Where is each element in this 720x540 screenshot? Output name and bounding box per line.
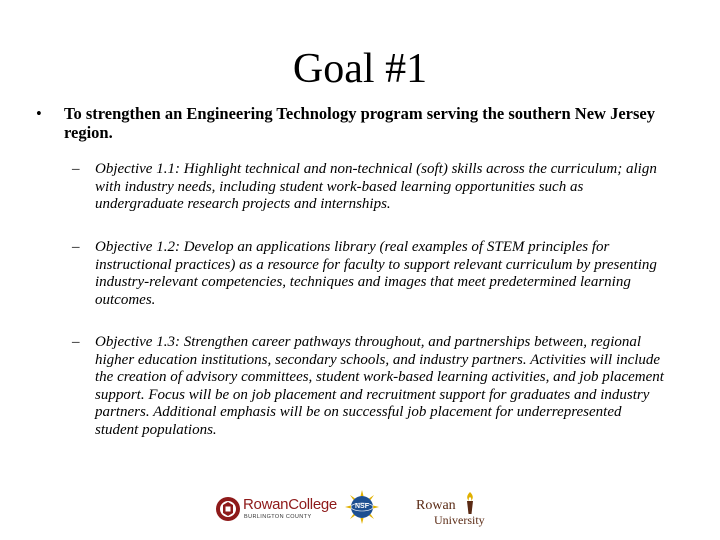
rcbc-name: RowanCollege <box>243 496 337 513</box>
objective-1-3 <box>72 334 667 439</box>
rcbc-emblem-icon <box>215 496 241 522</box>
rcbc-subtitle: BURLINGTON COUNTY <box>244 514 312 520</box>
dash-marker: – <box>72 334 80 350</box>
objective-text: Objective 1.1: Highlight technical and non-technical (soft) skills across the curriculum; align with industry needs, including student work-based learning opportunities such as undergraduate research projects and internships. <box>95 161 657 212</box>
logo-strip <box>0 488 720 534</box>
rowan-college-burlington-county-logo <box>215 496 337 526</box>
objective-1-2 <box>72 239 667 309</box>
objective-text: Objective 1.2: Develop an applications library (real examples of STEM principles for instructional practices) as a resource for faculty to support relevant curriculum by presenting industry-relevant competencies, techniques and images that meet predetermined learning outcomes. <box>95 239 657 308</box>
torch-icon <box>463 491 477 515</box>
dash-marker: – <box>72 161 80 177</box>
slide-title: Goal #1 <box>292 46 428 92</box>
nsf-label: NSF <box>355 503 369 510</box>
objective-1-1 <box>72 161 667 214</box>
nsf-logo <box>345 490 379 524</box>
goal-bullet <box>36 104 656 142</box>
rowan-wordmark: Rowan <box>416 498 456 513</box>
objective-text: Objective 1.3: Strengthen career pathways throughout, and partnerships between, regional higher education institutions, secondary schools, and industry partners. Activities will include the creation of advisory committees, student work-based learning activities, and job placement support. Focus will be on job placement and recruitment support for graduates and industry partners. Additional emphasis will be on successful job placement for underrepresented student populations. <box>95 334 664 438</box>
university-wordmark: University <box>434 513 485 527</box>
bullet-marker: • <box>36 104 42 123</box>
rowan-university-logo <box>414 491 494 531</box>
goal-text: To strengthen an Engineering Technology program serving the southern New Jersey region. <box>64 104 655 142</box>
dash-marker: – <box>72 239 80 255</box>
